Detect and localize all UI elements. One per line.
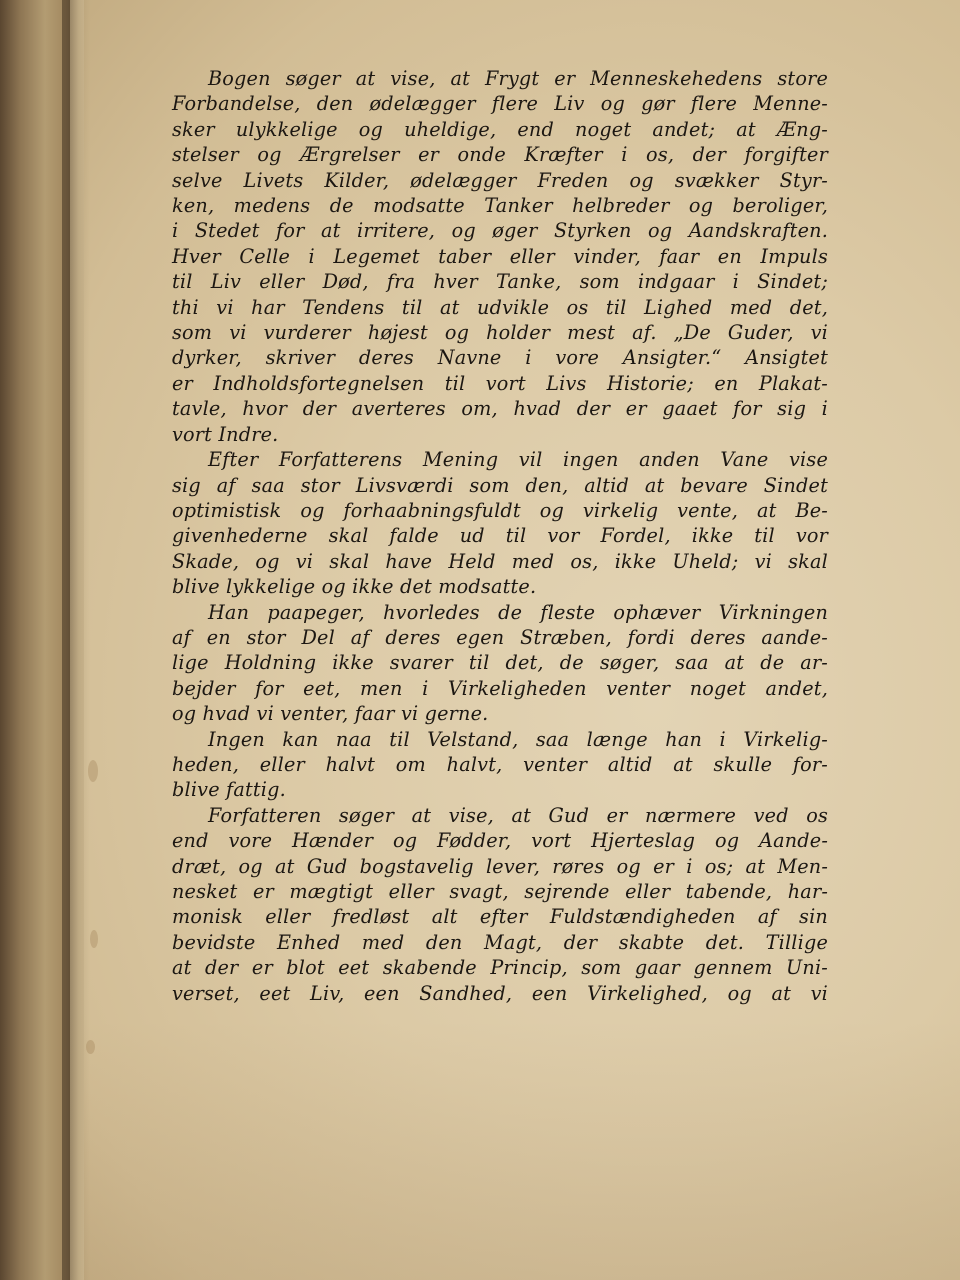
text-line: nesket er mægtigt eller svagt, sejrende eller tabende, har-: [172, 880, 828, 903]
paragraph-1: [172, 66, 828, 447]
text-line: blive lykkelige og ikke det modsatte.: [172, 575, 537, 599]
text-line: Efter Forfatterens Mening vil ingen anden Vane vise: [208, 448, 828, 472]
text-line: dræt, og at Gud bogstavelig lever, røres og er i os; at Men-: [172, 854, 828, 878]
text-line: til Liv eller Død, fra hver Tanke, som indgaar i Sindet;: [172, 270, 828, 294]
text-line: lige Holdning ikke svarer til det, de søger, saa at de ar-: [172, 651, 828, 675]
page-stain: [88, 760, 98, 782]
text-line: monisk eller fredløst alt efter Fuldstændigheden af sin: [172, 905, 828, 929]
text-line: Skade, og vi skal have Held med os, ikke Uheld; vi skal: [172, 549, 828, 573]
text-line: Forfatteren søger at vise, at Gud er nærmere ved os: [208, 803, 828, 827]
text-line: Han paapeger, hvorledes de fleste ophæver Virkningen: [208, 600, 828, 624]
left-page-edge: [0, 0, 70, 1280]
text-line: bevidste Enhed med den Magt, der skabte det. Tillige: [172, 930, 828, 954]
paragraph-4: [172, 727, 828, 803]
text-line: i Stedet for at irritere, og øger Styrken og Aandskraften.: [172, 219, 828, 243]
text-line: end vore Hænder og Fødder, vort Hjerteslag og Aande-: [172, 829, 828, 853]
paragraph-3: [172, 600, 828, 727]
text-line: og hvad vi venter, faar vi gerne.: [172, 702, 489, 726]
text-line: Hver Celle i Legemet taber eller vinder, faar en Impuls: [172, 244, 828, 268]
text-line: optimistisk og forhaabningsfuldt og virkelig vente, at Be-: [172, 498, 828, 522]
text-line: ken, medens de modsatte Tanker helbreder og beroliger,: [172, 194, 828, 218]
page-stain: [86, 1040, 95, 1054]
page-shading: [84, 1020, 960, 1280]
paragraph-2: [172, 447, 828, 599]
text-line: heden, eller halvt om halvt, venter altid at skulle for-: [172, 752, 828, 776]
text-line: vort Indre.: [172, 422, 279, 446]
body-text: [172, 66, 828, 1006]
text-line: som vi vurderer højest og holder mest af. „De Guder, vi: [172, 321, 828, 345]
text-line: stelser og Ærgrelser er onde Kræfter i os, der forgifter: [172, 143, 828, 167]
text-line: verset, eet Liv, een Sandhed, een Virkelighed, og at vi: [172, 981, 828, 1005]
text-line: at der er blot eet skabende Princip, som gaar gennem Uni-: [172, 956, 828, 980]
text-line: thi vi har Tendens til at udvikle os til Lighed med det,: [172, 295, 828, 319]
text-line: tavle, hvor der averteres om, hvad der er gaaet for sig i: [172, 397, 828, 421]
text-line: givenhederne skal falde ud til vor Fordel, ikke til vor: [172, 524, 828, 548]
text-line: Bogen søger at vise, at Frygt er Menneskehedens store: [208, 67, 828, 90]
text-line: blive fattig.: [172, 778, 286, 802]
paragraph-5: [172, 803, 828, 1006]
page-stain: [90, 930, 98, 948]
text-line: bejder for eet, men i Virkeligheden venter noget andet,: [172, 676, 828, 700]
text-line: selve Livets Kilder, ødelægger Freden og svækker Styr-: [172, 168, 828, 192]
text-line: sig af saa stor Livsværdi som den, altid at bevare Sindet: [172, 473, 828, 497]
text-line: Forbandelse, den ødelægger flere Liv og gør flere Menne-: [172, 92, 828, 116]
text-line: Ingen kan naa til Velstand, saa længe han i Virkelig-: [208, 727, 828, 751]
text-line: dyrker, skriver deres Navne i vore Ansigter.“ Ansigtet: [172, 346, 828, 370]
text-line: er Indholdsfortegnelsen til vort Livs Historie; en Plakat-: [172, 371, 828, 395]
text-line: sker ulykkelige og uheldige, end noget andet; at Æng-: [172, 117, 828, 141]
text-line: af en stor Del af deres egen Stræben, fordi deres aande-: [172, 625, 828, 649]
